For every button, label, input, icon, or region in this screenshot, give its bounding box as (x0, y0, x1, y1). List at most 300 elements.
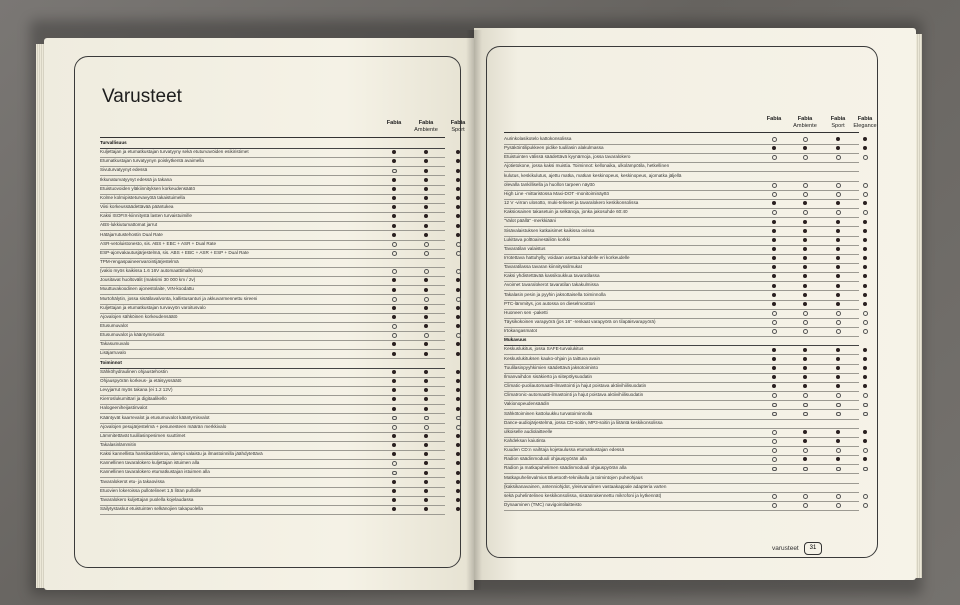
row-label: Murtohälytin, jossa sisätilavalvonta, kallistusanturi ja akkuvarmennettu sireeni (100, 295, 258, 301)
optional-marker-icon (803, 183, 808, 188)
optional-marker-icon (392, 269, 397, 274)
standard-marker-icon (863, 220, 867, 224)
standard-marker-icon (863, 284, 867, 288)
row-label: Kaksi kannellista hansikaslokeroa, alempi valaistu ja ilmastoinnilla jäähdytettävä (100, 451, 263, 457)
standard-marker-icon (424, 342, 428, 346)
standard-marker-icon (424, 224, 428, 228)
column-header-variant (377, 127, 411, 134)
optional-marker-icon (803, 329, 808, 334)
standard-marker-icon (456, 471, 460, 475)
standard-marker-icon (424, 233, 428, 237)
row-label: Etuovien lokeroissa pullotelineet 1,5 litran pulloille (100, 487, 202, 493)
optional-marker-icon (863, 448, 868, 453)
row-label: Ikkunaturvatyynyt edessä ja takana (100, 176, 172, 182)
optional-marker-icon (456, 242, 461, 247)
optional-marker-icon (863, 183, 868, 188)
footer-section-label: varusteet (772, 545, 799, 552)
optional-marker-icon (836, 320, 841, 325)
standard-marker-icon (424, 452, 428, 456)
standard-marker-icon (836, 357, 840, 361)
standard-marker-icon (392, 379, 396, 383)
standard-marker-icon (836, 366, 840, 370)
row-label: Tavaralokero kuljettajan puolella kojelaudassa (100, 496, 194, 502)
optional-marker-icon (424, 425, 429, 430)
optional-marker-icon (772, 155, 777, 160)
optional-marker-icon (863, 503, 868, 508)
row-label: Hätäjarrutustehostin Dual Rate (100, 231, 163, 237)
optional-marker-icon (772, 183, 777, 188)
standard-marker-icon (456, 489, 460, 493)
standard-marker-icon (424, 397, 428, 401)
optional-marker-icon (392, 251, 397, 256)
row-label: Radion säädinmoduuli ohjauspyörän alla (504, 456, 587, 462)
standard-marker-icon (456, 315, 460, 319)
standard-marker-icon (863, 302, 867, 306)
standard-marker-icon (803, 220, 807, 224)
standard-marker-icon (424, 159, 428, 163)
column-header-variant: Sport (831, 122, 845, 129)
standard-marker-icon (424, 205, 428, 209)
standard-marker-icon (392, 233, 396, 237)
standard-marker-icon (803, 457, 807, 461)
standard-marker-icon (424, 498, 428, 502)
standard-marker-icon (424, 187, 428, 191)
standard-marker-icon (836, 348, 840, 352)
row-label: Tavaralokerot etu- ja takaovissa (100, 478, 165, 484)
standard-marker-icon (392, 407, 396, 411)
optional-marker-icon (772, 503, 777, 508)
optional-marker-icon (803, 210, 808, 215)
optional-marker-icon (836, 311, 841, 316)
standard-marker-icon (456, 169, 460, 173)
row-label: Dance-audiojärjestelmä, jossa CD-soitin, MP3-soitin ja liitäntä keskikonsolissa (504, 419, 663, 425)
optional-marker-icon (863, 393, 868, 398)
optional-marker-icon (863, 320, 868, 325)
row-label: Avoimet tavaralokerot tavaratilan takakulmissa (504, 282, 599, 288)
standard-marker-icon (772, 256, 776, 260)
optional-marker-icon (456, 333, 461, 338)
left-table-row (100, 505, 445, 515)
optional-marker-icon (803, 467, 808, 472)
standard-marker-icon (803, 284, 807, 288)
column-header-name: Fabia (830, 116, 846, 122)
standard-marker-icon (392, 370, 396, 374)
optional-marker-icon (456, 269, 461, 274)
optional-marker-icon (456, 297, 461, 302)
row-label: Keskuslukitus, jossa SAFE-turvalukitus (504, 346, 584, 352)
row-label: Sivuturvatyynyt edessä (100, 167, 148, 173)
standard-marker-icon (424, 471, 428, 475)
optional-marker-icon (836, 155, 841, 160)
standard-marker-icon (772, 357, 776, 361)
standard-marker-icon (836, 256, 840, 260)
standard-marker-icon (863, 430, 867, 434)
optional-marker-icon (392, 242, 397, 247)
row-label: Jousitavat huoltovälit (maksimi 30 000 km / 2v) (100, 277, 196, 283)
row-label: Lämmitettävät tuulilasinpesimen suuttimet (100, 432, 186, 438)
optional-marker-icon (863, 329, 868, 334)
row-label: Kääntyvät kaarrevalot ja etusumuvalot kääntymisvalot (100, 414, 210, 420)
optional-marker-icon (772, 439, 777, 444)
standard-marker-icon (424, 214, 428, 218)
standard-marker-icon (803, 293, 807, 297)
row-label: Climatronic-automaatti-ilmastointi ja hajut poistava aktiivihiilisuodatin (504, 392, 644, 398)
standard-marker-icon (392, 288, 396, 292)
standard-marker-icon (424, 352, 428, 356)
standard-marker-icon (456, 434, 460, 438)
optional-marker-icon (803, 137, 808, 142)
optional-marker-icon (863, 210, 868, 215)
standard-marker-icon (836, 384, 840, 388)
row-label: Takasumuvalo (100, 341, 130, 347)
standard-marker-icon (392, 507, 396, 511)
standard-marker-icon (772, 302, 776, 306)
row-label: ulkoiselle audiolaitteelle (504, 428, 553, 434)
row-label: Huoneen sen -paketti (504, 309, 548, 315)
standard-marker-icon (836, 146, 840, 150)
right-column-header-1 (757, 116, 791, 129)
standard-marker-icon (836, 274, 840, 278)
optional-marker-icon (772, 320, 777, 325)
optional-marker-icon (456, 425, 461, 430)
standard-marker-icon (836, 302, 840, 306)
standard-marker-icon (803, 366, 807, 370)
optional-marker-icon (772, 137, 777, 142)
optional-marker-icon (803, 503, 808, 508)
standard-marker-icon (772, 238, 776, 242)
column-header-name: Fabia (418, 120, 434, 126)
optional-marker-icon (863, 192, 868, 197)
optional-marker-icon (836, 494, 841, 499)
standard-marker-icon (424, 379, 428, 383)
standard-marker-icon (772, 284, 776, 288)
row-label: Irtokangasmatot (504, 328, 537, 334)
standard-marker-icon (424, 324, 428, 328)
standard-marker-icon (803, 247, 807, 251)
standard-marker-icon (424, 306, 428, 310)
row-label: ESP-ajonvakautusjärjestelmä, sis. ABS + EBC + ASR + ESP + Dual Rate (100, 249, 249, 255)
row-label: Irrotettava hattuhylly, voidaan asettaa kahdelle eri korkeudelle (504, 254, 630, 260)
row-label: Ilmanvaihdon sisäkierto ja siitepölysuodatin (504, 373, 593, 379)
row-label: Etusumuvalot ja kääntymisvalot (100, 332, 165, 338)
optional-marker-icon (836, 467, 841, 472)
standard-marker-icon (836, 457, 840, 461)
left-column-header-2 (409, 120, 443, 133)
standard-marker-icon (803, 238, 807, 242)
standard-marker-icon (424, 434, 428, 438)
row-label: Sähköhydraulinen ohjaustehostin (100, 368, 168, 374)
standard-marker-icon (424, 315, 428, 319)
standard-marker-icon (392, 352, 396, 356)
standard-marker-icon (392, 159, 396, 163)
right-column-header-4 (848, 116, 882, 129)
standard-marker-icon (456, 306, 460, 310)
standard-marker-icon (772, 146, 776, 150)
optional-marker-icon (424, 269, 429, 274)
row-label: Etuistuinten välissä säädettävä kyynärnoja, jossa tavaralokero (504, 154, 631, 160)
standard-marker-icon (392, 498, 396, 502)
row-label: Kahdeksan kaiutinta (504, 437, 546, 443)
column-header-name: Fabia (797, 116, 813, 122)
optional-marker-icon (836, 329, 841, 334)
row-label: Toiminnot (100, 359, 122, 365)
standard-marker-icon (392, 388, 396, 392)
row-label: Kuuden CD:n vaihtaja kojetaulussa etumatkustajan edessä (504, 447, 625, 453)
optional-marker-icon (803, 393, 808, 398)
row-label: Ajovalojen sähköinen korkeudensäätö (100, 313, 178, 319)
right-page (474, 28, 916, 580)
optional-marker-icon (836, 412, 841, 417)
optional-marker-icon (863, 467, 868, 472)
standard-marker-icon (803, 302, 807, 306)
row-label: Mukavuus (504, 337, 527, 343)
row-label: Matkapuhelinvalmius Bluetooth-tekniikalla ja toimintojen puheohjaus (504, 474, 643, 480)
column-header-name: Fabia (450, 120, 466, 126)
row-label: Lisäjarruvalo (100, 350, 127, 356)
standard-marker-icon (863, 247, 867, 251)
standard-marker-icon (424, 443, 428, 447)
optional-marker-icon (803, 412, 808, 417)
column-header-variant: Sport (451, 126, 465, 133)
standard-marker-icon (803, 265, 807, 269)
standard-marker-icon (772, 366, 776, 370)
optional-marker-icon (392, 425, 397, 430)
standard-marker-icon (424, 489, 428, 493)
standard-marker-icon (836, 229, 840, 233)
column-header-variant: Ambiente (414, 126, 438, 133)
standard-marker-icon (392, 196, 396, 200)
optional-marker-icon (772, 494, 777, 499)
row-label: Halogeeniheijastinvalot (100, 405, 148, 411)
row-label: Lukittava polttoainesäiliön korkki (504, 236, 570, 242)
row-label: Muuttuvakoodinen ajonestolaite, VIN-koodattu (100, 286, 194, 292)
standard-marker-icon (772, 229, 776, 233)
standard-marker-icon (424, 480, 428, 484)
standard-marker-icon (424, 370, 428, 374)
standard-marker-icon (772, 348, 776, 352)
optional-marker-icon (772, 311, 777, 316)
optional-marker-icon (772, 403, 777, 408)
row-label: Kannellinen tavaralokero etumatkustajan istuimen alla (100, 469, 210, 475)
row-label: Kaksiosainen takasetuin ja selkänoja, jonka jakosuhde 60:40 (504, 209, 628, 215)
row-label: Tavaratilan valaistus (504, 245, 546, 251)
optional-marker-icon (424, 416, 429, 421)
standard-marker-icon (836, 430, 840, 434)
standard-marker-icon (456, 187, 460, 191)
optional-marker-icon (392, 297, 397, 302)
optional-marker-icon (836, 503, 841, 508)
left-column-header-1 (377, 120, 411, 133)
optional-marker-icon (863, 311, 868, 316)
row-label: Tavaratilassa tavaran kiinnityssilmukat (504, 264, 582, 270)
standard-marker-icon (424, 278, 428, 282)
row-label: Keskuslukituksen kauko-ohjain ja taittuva avain (504, 355, 601, 361)
right-header-rule (504, 132, 859, 133)
left-page (44, 38, 474, 590)
standard-marker-icon (424, 169, 428, 173)
standard-marker-icon (424, 507, 428, 511)
standard-marker-icon (803, 348, 807, 352)
standard-marker-icon (456, 224, 460, 228)
standard-marker-icon (772, 274, 776, 278)
optional-marker-icon (772, 457, 777, 462)
row-label: Vakionopeudensäädin (504, 401, 550, 407)
standard-marker-icon (803, 229, 807, 233)
standard-marker-icon (836, 247, 840, 251)
optional-marker-icon (803, 311, 808, 316)
column-header-variant: Ambiente (793, 122, 817, 129)
standard-marker-icon (836, 137, 840, 141)
standard-marker-icon (456, 233, 460, 237)
row-label: ABS-lukkiutumattomat jarrut (100, 222, 158, 228)
standard-marker-icon (772, 293, 776, 297)
standard-marker-icon (392, 342, 396, 346)
row-label: Kuljettajan ja etumatkustajan turvavyön varoitusvalo (100, 304, 206, 310)
optional-marker-icon (863, 403, 868, 408)
standard-marker-icon (863, 366, 867, 370)
optional-marker-icon (392, 324, 397, 329)
row-label: Pysäköintilipukkeen pidike tuulilasin alakulmassa (504, 145, 604, 151)
standard-marker-icon (456, 498, 460, 502)
optional-marker-icon (772, 412, 777, 417)
row-label: Takalasinlämmitin (100, 441, 137, 447)
row-label: TPM-rengaspaineenvarointijärjestelmä (100, 258, 179, 264)
optional-marker-icon (803, 320, 808, 325)
row-label: Kierroslukumittari ja digitaalikello (100, 396, 167, 402)
standard-marker-icon (772, 247, 776, 251)
optional-marker-icon (772, 329, 777, 334)
optional-marker-icon (456, 251, 461, 256)
optional-marker-icon (392, 169, 397, 174)
right-table-row (504, 501, 859, 511)
optional-marker-icon (836, 448, 841, 453)
row-label: Aurinkolasikotelo kattokonsolissa (504, 136, 572, 141)
row-label: Radion ja matkapuhelimen säädinmoduuli ohjauspyörän alla (504, 465, 627, 471)
row-label: Kuljettajan ja etumatkustajan turvatyyny sekä etuturvavöiden esikiristimet (100, 149, 249, 155)
standard-marker-icon (392, 224, 396, 228)
standard-marker-icon (863, 293, 867, 297)
optional-marker-icon (772, 192, 777, 197)
standard-marker-icon (803, 357, 807, 361)
optional-marker-icon (863, 494, 868, 499)
row-label: Takalasin pesin ja pyyhin jaksottaisella toiminnolla (504, 291, 606, 297)
standard-marker-icon (772, 201, 776, 205)
standard-marker-icon (863, 357, 867, 361)
standard-marker-icon (392, 278, 396, 282)
row-label: Kaksi yhdistettävää kassikoukkua tavaratilassa (504, 273, 600, 279)
standard-marker-icon (772, 265, 776, 269)
standard-marker-icon (836, 375, 840, 379)
optional-marker-icon (836, 393, 841, 398)
standard-marker-icon (803, 256, 807, 260)
standard-marker-icon (392, 489, 396, 493)
standard-marker-icon (836, 439, 840, 443)
optional-marker-icon (424, 297, 429, 302)
standard-marker-icon (803, 146, 807, 150)
standard-marker-icon (456, 407, 460, 411)
standard-marker-icon (803, 430, 807, 434)
standard-marker-icon (392, 306, 396, 310)
standard-marker-icon (863, 238, 867, 242)
row-label: Kolme kolmipisteturvavyötä takaistuimella (100, 194, 186, 200)
row-label: Ajovalojen pesujärjestelmä + pesunesteen määrän merkkivalo (100, 423, 227, 429)
standard-marker-icon (803, 201, 807, 205)
optional-marker-icon (803, 155, 808, 160)
row-label: kulutus, keskikulutus, ajettu matka, matkan keskinopeus, keskinopeus, ajomatka jäljellä (504, 172, 682, 178)
standard-marker-icon (836, 201, 840, 205)
row-label: High Line -mittaristossa Maxi-DOT -monitoiminäyttö (504, 190, 610, 196)
row-label: Turvallisuus (100, 140, 127, 145)
row-label: Ohjauspyörän korkeus- ja etäisyyssäätö (100, 377, 182, 383)
standard-marker-icon (392, 150, 396, 154)
standard-marker-icon (424, 196, 428, 200)
standard-marker-icon (424, 388, 428, 392)
optional-marker-icon (836, 183, 841, 188)
standard-marker-icon (456, 352, 460, 356)
standard-marker-icon (772, 384, 776, 388)
row-label: olevalla tankillisella ja huollon tarpeen näyttö (504, 181, 595, 187)
optional-marker-icon (803, 494, 808, 499)
standard-marker-icon (392, 443, 396, 447)
column-header-name: Fabia (766, 116, 782, 122)
standard-marker-icon (863, 348, 867, 352)
row-label: Etusumuvalot (100, 323, 128, 328)
optional-marker-icon (803, 403, 808, 408)
row-label: Täysikokoinen varapyörä (jos 16" -renkaat varapyörä on tilapäisvarapyörä) (504, 319, 656, 324)
optional-marker-icon (424, 251, 429, 256)
standard-marker-icon (456, 370, 460, 374)
standard-marker-icon (836, 265, 840, 269)
left-header-rule (100, 137, 445, 138)
row-label: Dynaaminen (TMC) navigointilaitteisto (504, 502, 582, 507)
optional-marker-icon (772, 467, 777, 472)
optional-marker-icon (803, 192, 808, 197)
book-gutter (466, 30, 482, 590)
row-label: sekä puhelintelineo keskikonsolissa, sisäänrakennettu mikrofoni ja kytkennät) (504, 492, 662, 498)
standard-marker-icon (392, 452, 396, 456)
standard-marker-icon (772, 375, 776, 379)
standard-marker-icon (392, 480, 396, 484)
standard-marker-icon (456, 178, 460, 182)
row-label: Etuistuovoiden yläkiinnityksen korkeudensäätö (100, 185, 195, 191)
row-label: "Valot päällä" -merkkiääni (504, 218, 556, 224)
row-label: Levyjarrut myös takana (ei 1.2 12V) (100, 387, 173, 393)
standard-marker-icon (836, 293, 840, 297)
standard-marker-icon (424, 150, 428, 154)
right-column-header-2 (788, 116, 822, 129)
row-label: Viisi korkeussäädettävää pääntukea (100, 204, 174, 210)
optional-marker-icon (772, 430, 777, 435)
optional-marker-icon (836, 210, 841, 215)
row-label: Sisävalaistuksen katkaisimet kaikissa ovissa (504, 227, 595, 233)
standard-marker-icon (803, 375, 807, 379)
standard-marker-icon (424, 178, 428, 182)
row-label: Kaksi ISOFIX-kiinnitystä lasten turvaistuimille (100, 213, 192, 219)
row-label: Tuulilasinpyyhkimien säädettävä jaksotoiminto (504, 364, 599, 370)
standard-marker-icon (772, 220, 776, 224)
standard-marker-icon (424, 288, 428, 292)
standard-marker-icon (836, 238, 840, 242)
standard-marker-icon (803, 439, 807, 443)
page-number: 31 (804, 542, 822, 555)
row-label: Sähkötoiminen kattoluukku turvatoiminnolla (504, 410, 593, 416)
optional-marker-icon (772, 393, 777, 398)
standard-marker-icon (863, 229, 867, 233)
optional-marker-icon (836, 403, 841, 408)
optional-marker-icon (424, 242, 429, 247)
optional-marker-icon (424, 333, 429, 338)
row-label: (kaksikanavainen, antenniohjdot, yleisvanulinen vastaakappale adapteria varten (504, 483, 667, 489)
